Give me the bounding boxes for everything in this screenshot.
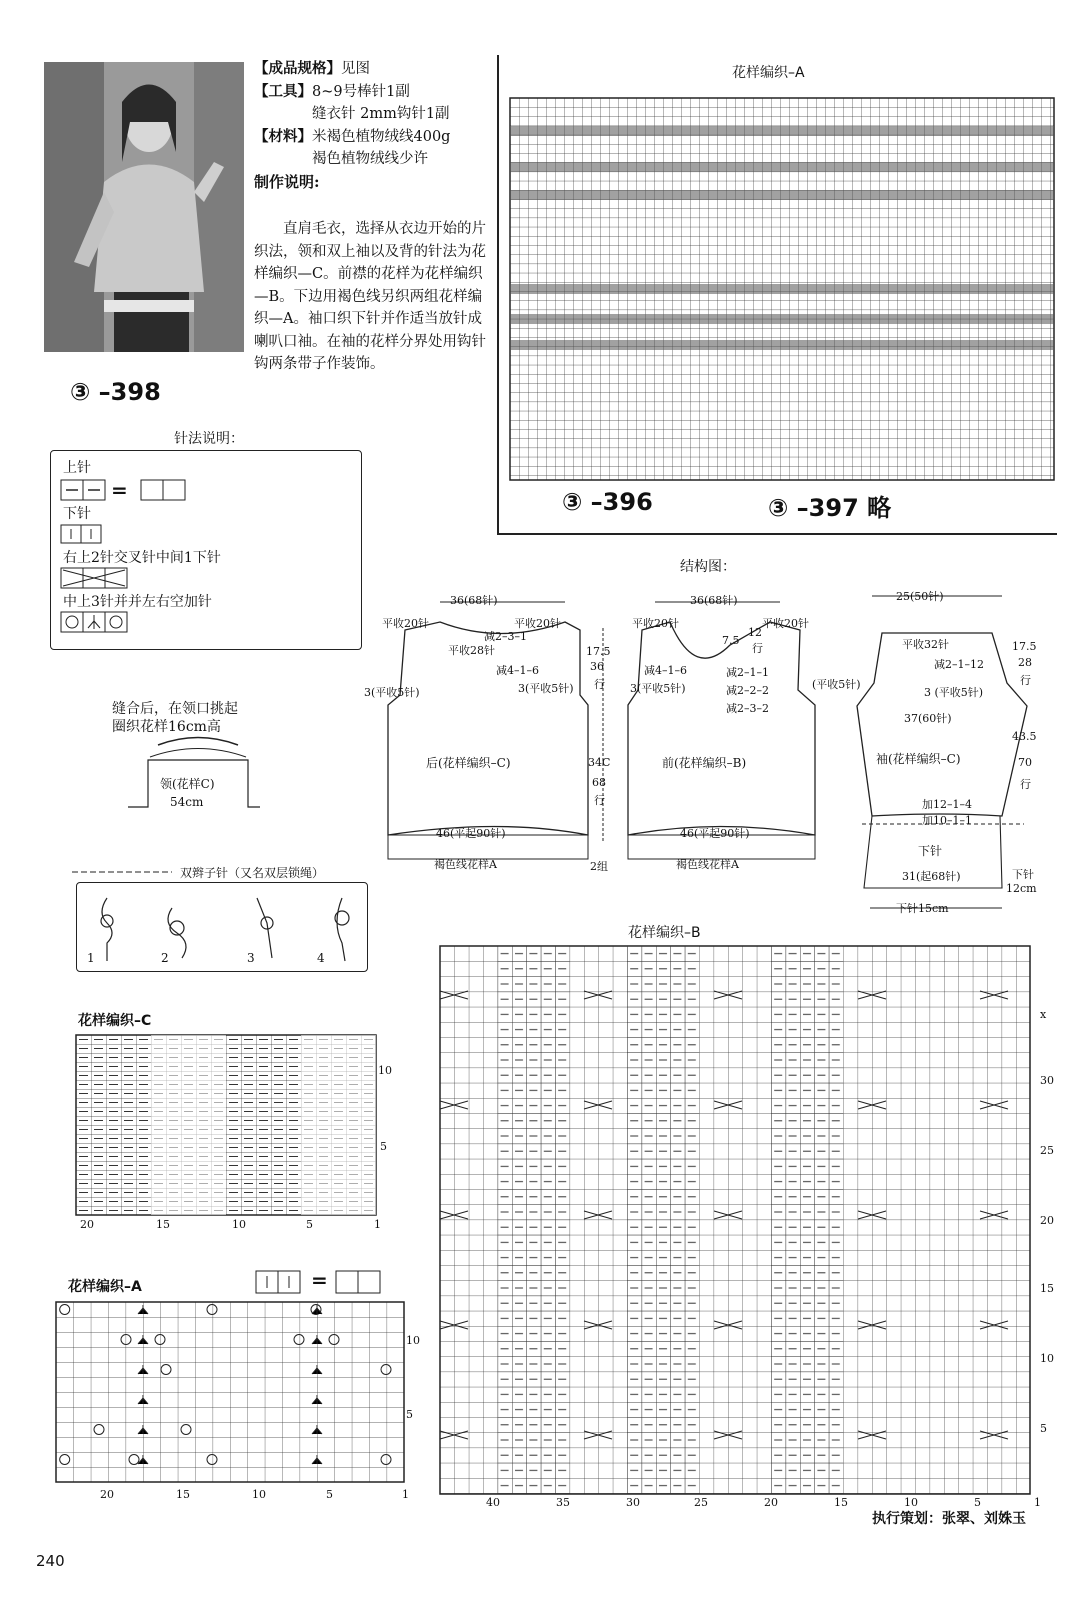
chart-b-ytick-x: x	[1040, 1008, 1047, 1021]
model-photo-illustration	[44, 62, 244, 352]
chart-a-xtick-15: 15	[176, 1488, 190, 1501]
chart-a-top-grid	[510, 98, 1054, 480]
sleeve-height-2: 28	[1018, 656, 1032, 669]
chart-b-xtick-35: 35	[556, 1496, 570, 1509]
chart-a-bottom-grid	[56, 1302, 404, 1482]
sleeve-height-4-unit: 行	[1020, 778, 1031, 791]
front-shoulder-left: 平收20针	[632, 617, 679, 630]
back-neck-decrease: 减2–3–1	[484, 630, 527, 643]
sleeve-increase-1: 加12–1–4	[922, 798, 972, 811]
chart-c-xtick-1: 1	[374, 1218, 381, 1231]
legend-cross-label: 右上2针交叉针中间1下针	[63, 550, 221, 566]
instructions-text: 直肩毛衣，选择从衣边开始的片织法，领和双上袖以及背的针法为花样编织—C。前襟的花样为花样编织—B。下边用褐色线另织两组花样编织—A。袖口织下针并作适当放针成喇叭口袖。在袖的花样分界处用钩针钩两条带子作装饰。	[254, 221, 486, 372]
tools-line2: 缝衣针 2mm钩针1副	[312, 106, 450, 122]
back-armhole-left: 3(平收5针)	[364, 686, 420, 699]
chart-b-xtick-10: 10	[904, 1496, 918, 1509]
page-number: 240	[36, 1552, 65, 1570]
back-height-guide	[600, 628, 606, 848]
sleeve-width: 37(60针)	[904, 712, 952, 725]
chart-a-bottom-title: 花样编织–A	[68, 1279, 142, 1295]
pattern-number-397: ③ –397 略	[768, 494, 892, 522]
sleeve-bottom-width: 31(起68针)	[902, 870, 961, 883]
stitch-legend-title: 针法说明：	[174, 431, 244, 447]
braid-step-4: 4	[317, 951, 325, 965]
sleeve-increase-2: 加10–1–1	[922, 814, 972, 827]
front-armhole-left: 3(平收5针)	[630, 682, 686, 695]
back-bottom-width: 46(平起90针)	[436, 827, 506, 840]
instructions-title: 制作说明:	[254, 172, 320, 191]
chart-b-ytick-5: 5	[1040, 1422, 1047, 1435]
legend-knit-label: 下针	[63, 506, 91, 522]
panel-bottom-rule	[497, 533, 1057, 535]
back-height-4-unit: 行	[594, 794, 605, 807]
chart-c-ytick-10: 10	[378, 1064, 392, 1077]
sleeve-height-1: 17.5	[1012, 640, 1037, 653]
chart-b-xtick-15: 15	[834, 1496, 848, 1509]
chart-a-legend-equals: =	[311, 1268, 328, 1292]
chart-c-grid	[76, 1035, 376, 1215]
chart-b-grid	[440, 946, 1030, 1494]
chart-c-title: 花样编织–C	[78, 1013, 152, 1029]
front-shoulder-right: 平收20针	[762, 617, 809, 630]
back-label: 后(花样编织–C)	[426, 756, 511, 770]
sleeve-label: 袖(花样编织–C)	[876, 752, 961, 766]
chart-a-xtick-20: 20	[100, 1488, 114, 1501]
size-value: 见图	[341, 61, 370, 77]
sleeve-top-width: 25(50针)	[896, 590, 944, 603]
back-height-2: 36	[590, 660, 604, 673]
legend-decrease-label: 中上3针并并左右空加针	[63, 594, 212, 610]
front-neck-2-unit: 行	[752, 642, 763, 655]
chart-b-xtick-5: 5	[974, 1496, 981, 1509]
panel-divider	[497, 55, 499, 535]
pattern-number-396: ③ –396	[562, 488, 653, 516]
front-top-width: 36(68针)	[690, 594, 738, 607]
back-shoulder-right: 平收20针	[514, 617, 561, 630]
chart-b-xtick-25: 25	[694, 1496, 708, 1509]
chart-b-xtick-20: 20	[764, 1496, 778, 1509]
material-label: 【材料】	[254, 127, 312, 145]
chart-c-ytick-5: 5	[380, 1140, 387, 1153]
chart-b-ytick-25: 25	[1040, 1144, 1054, 1157]
braid-step-1: 1	[87, 951, 95, 965]
front-armhole-right: (平收5针)	[812, 678, 861, 691]
tools-label: 【工具】	[254, 82, 312, 100]
front-dec-3: 减2–3–2	[726, 702, 769, 715]
collar-width: 54cm	[170, 795, 204, 809]
back-decrease: 减4–1–6	[496, 664, 539, 677]
chart-b-xtick-1: 1	[1034, 1496, 1041, 1509]
legend-equals: =	[111, 478, 128, 502]
chart-c-xtick-10: 10	[232, 1218, 246, 1231]
front-neck-2: 12	[748, 626, 762, 639]
legend-purl-symbol	[61, 479, 201, 503]
front-neck-1: 7.5	[722, 634, 740, 647]
sleeve-cuff: 下针15cm	[896, 902, 949, 915]
chart-b-ytick-15: 15	[1040, 1282, 1054, 1295]
front-bottom-width: 46(平起90针)	[680, 827, 750, 840]
chart-b-ytick-30: 30	[1040, 1074, 1054, 1087]
credit-line: 执行策划：张翠、刘姝玉	[872, 1511, 1026, 1527]
legend-purl-label: 上针	[63, 460, 91, 476]
size-label: 【成品规格】	[254, 60, 341, 77]
sleeve-height-3: 43.5	[1012, 730, 1037, 743]
braid-dash-line	[72, 868, 177, 878]
chart-a-xtick-5: 5	[326, 1488, 333, 1501]
sleeve-bind: 平收32针	[902, 638, 949, 651]
sleeve-height-4: 70	[1018, 756, 1032, 769]
collar-label: 领(花样C)	[160, 777, 215, 791]
front-dec-2: 减2–2–2	[726, 684, 769, 697]
sleeve-decrease: 减2–1–12	[934, 658, 984, 671]
chart-b-ytick-10: 10	[1040, 1352, 1054, 1365]
legend-decrease-symbol	[61, 611, 131, 635]
front-dec-1: 减2–1–1	[726, 666, 769, 679]
chart-b-ytick-20: 20	[1040, 1214, 1054, 1227]
front-edge: 褐色线花样A	[676, 858, 739, 871]
back-height-1: 17.5	[586, 645, 611, 658]
tools-line1: 8~9号棒针1副	[312, 83, 410, 100]
collar-note-line1: 缝合后，在领口挑起	[112, 701, 238, 717]
model-photo	[44, 62, 244, 352]
front-label: 前(花样编织–B)	[662, 756, 747, 770]
braid-steps-box	[76, 882, 368, 972]
chart-a-xtick-10: 10	[252, 1488, 266, 1501]
collar-note-line2: 圈织花样16cm高	[112, 719, 221, 735]
legend-knit-symbol	[61, 524, 111, 546]
chart-a-top-title: 花样编织–A	[732, 65, 805, 81]
chart-b-xtick-40: 40	[486, 1496, 500, 1509]
back-armhole-right: 3(平收5针)	[518, 682, 574, 695]
chart-c-xtick-15: 15	[156, 1218, 170, 1231]
material-line1: 米褐色植物绒线400g	[312, 128, 451, 145]
back-neck-bind: 平收28针	[448, 644, 495, 657]
chart-b-title: 花样编织–B	[628, 925, 701, 941]
sleeve-armhole: 3 (平收5针)	[924, 686, 984, 699]
structure-title: 结构图：	[680, 559, 736, 575]
sleeve-height-6: 12cm	[1006, 882, 1037, 895]
spec-block	[254, 58, 494, 193]
chart-a-ytick-5: 5	[406, 1408, 413, 1421]
chart-b-xtick-30: 30	[626, 1496, 640, 1509]
front-decrease: 减4–1–6	[644, 664, 687, 677]
sleeve-height-5: 下针	[1012, 868, 1034, 881]
back-height-5: 2组	[590, 860, 608, 873]
braid-title: 双辫子针（又名双层锁绳）	[180, 866, 325, 880]
back-top-width: 36(68针)	[450, 594, 498, 607]
material-line2: 褐色植物绒线少许	[312, 151, 428, 167]
back-edge: 褐色线花样A	[434, 858, 497, 871]
sleeve-knit: 下针	[918, 844, 943, 858]
chart-c-xtick-5: 5	[306, 1218, 313, 1231]
legend-cross-symbol	[61, 567, 131, 591]
chart-c-xtick-20: 20	[80, 1218, 94, 1231]
back-shoulder-left: 平收20针	[382, 617, 429, 630]
braid-step-2: 2	[161, 951, 169, 965]
chart-a-ytick-10: 10	[406, 1334, 420, 1347]
sleeve-height-2-unit: 行	[1020, 674, 1031, 687]
chart-a-xtick-1: 1	[402, 1488, 409, 1501]
braid-step-3: 3	[247, 951, 255, 965]
back-height-3: 34C	[588, 756, 611, 769]
stitch-legend-box	[50, 450, 362, 650]
back-height-4: 68	[592, 776, 606, 789]
pattern-number-398: ③ –398	[70, 378, 161, 406]
back-height-2-unit: 行	[594, 678, 605, 691]
